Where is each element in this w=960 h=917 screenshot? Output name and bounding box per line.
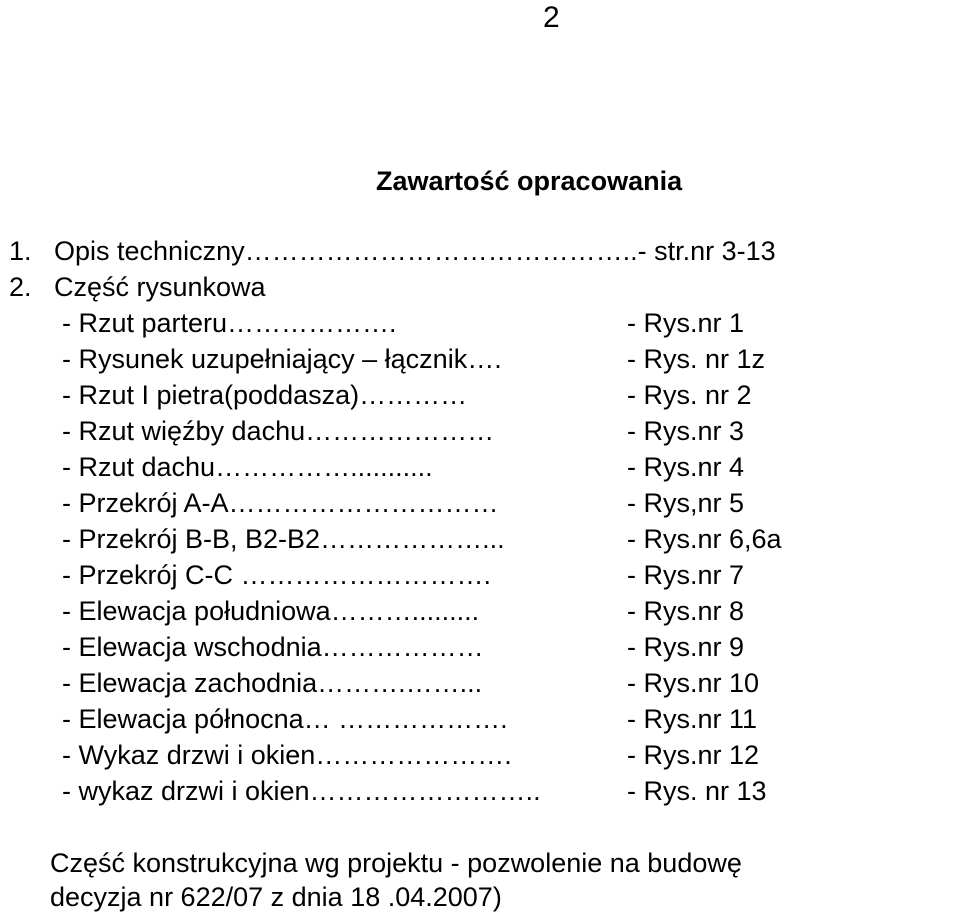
drawing-reference: - Rys.nr 7 — [627, 560, 745, 590]
drawing-reference: - Rys,nr 5 — [627, 488, 745, 518]
drawing-description: - Elewacja północna… ………………. — [62, 704, 508, 734]
drawing-reference: - Rys.nr 8 — [627, 596, 745, 626]
drawing-reference: - Rys.nr 10 — [627, 668, 760, 698]
document-title: Zawartość opracowania — [376, 166, 683, 196]
list-item-text: Część rysunkowa — [54, 272, 266, 302]
list-item-opis-techniczny — [9, 234, 776, 268]
drawing-reference: - Rys.nr 11 — [627, 704, 758, 734]
drawing-reference: - Rys.nr 9 — [627, 632, 745, 662]
drawing-description: - Rzut I pietra(poddasza)………… — [62, 380, 468, 410]
drawing-description: - Przekrój B-B, B2-B2………………... — [62, 524, 505, 554]
drawing-description: - Wykaz drzwi i okien…………………. — [62, 740, 512, 770]
drawing-reference: - Rys. nr 2 — [627, 380, 752, 410]
drawing-description: - Rzut więźby dachu………………… — [62, 416, 495, 446]
drawing-description: - Rzut parteru………………. — [62, 308, 397, 338]
drawing-reference: - Rys.nr 1 — [627, 308, 745, 338]
footer-decision-note: decyzja nr 622/07 z dnia 18 .04.2007) — [50, 882, 502, 912]
drawing-description: - Rysunek uzupełniający – łącznik…. — [62, 344, 502, 374]
drawing-description: - wykaz drzwi i okien…………………….. — [62, 776, 541, 806]
drawing-description: - Rzut dachu……………........... — [62, 452, 433, 482]
list-item-number: 1. — [9, 236, 32, 266]
list-item-text: Opis techniczny……………………………………..- str.nr 3-13 — [54, 236, 776, 266]
list-item-czesc-rysunkowa — [9, 270, 266, 304]
footer-construction-note: Część konstrukcyjna wg projektu - pozwolenie na budowę — [50, 848, 742, 878]
drawing-description: - Elewacja południowa………......... — [62, 596, 480, 626]
drawing-reference: - Rys.nr 4 — [627, 452, 745, 482]
drawing-description: - Elewacja wschodnia……………… — [62, 632, 484, 662]
drawing-reference: - Rys. nr 1z — [627, 344, 766, 374]
drawing-description: - Elewacja zachodnia……….……... — [62, 668, 483, 698]
drawing-reference: - Rys. nr 13 — [627, 776, 767, 806]
drawing-reference: - Rys.nr 3 — [627, 416, 745, 446]
drawing-reference: - Rys.nr 6,6a — [627, 524, 782, 554]
drawing-reference: - Rys.nr 12 — [627, 740, 760, 770]
list-item-number: 2. — [9, 272, 32, 302]
drawing-description: - Przekrój A-A………………………… — [62, 488, 499, 518]
page-number: 2 — [543, 1, 560, 34]
drawing-description: - Przekrój C-C ………………………. — [62, 560, 492, 590]
